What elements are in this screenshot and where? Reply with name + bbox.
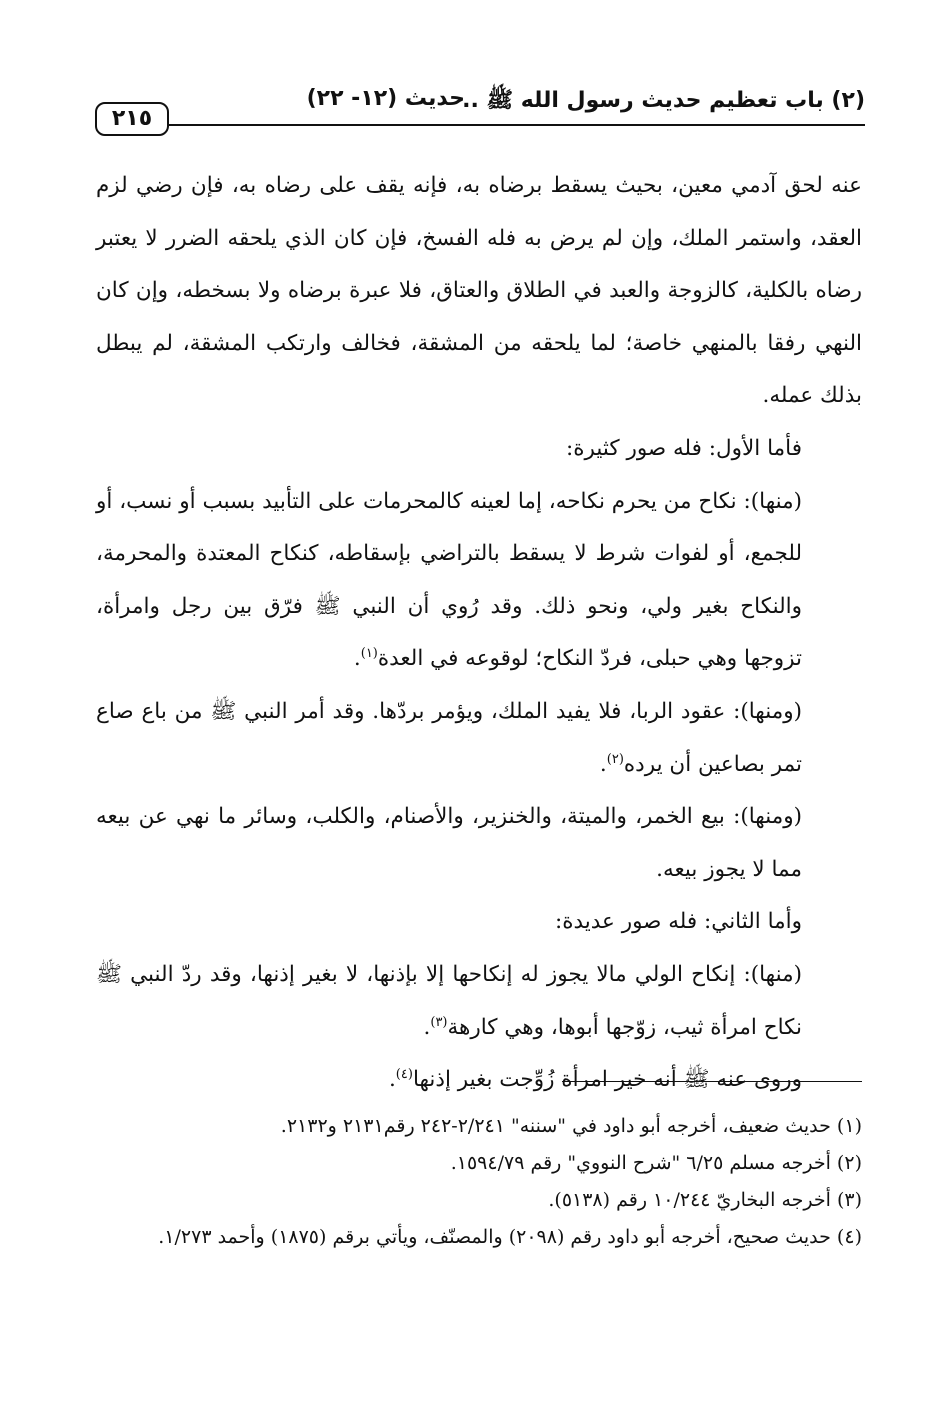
paragraph-4-text: (ومنها): عقود الربا، فلا يفيد الملك، ويؤمر بردّها. وقد أمر النبي ﷺ من باع صاع تمر بصاعين أن يرده xyxy=(96,698,802,777)
main-text xyxy=(96,160,862,1107)
paragraph-5: (ومنها): بيع الخمر، والميتة، والخنزير، والأصنام، والكلب، وسائر ما نهي عن بيعه مما لا يجوز بيعه. xyxy=(96,804,802,882)
paragraph-6: وأما الثاني: فله صور عديدة: xyxy=(554,909,802,935)
hadith-range: حديث (١٢- ٢٢) xyxy=(306,86,465,111)
paragraph-2: فأما الأول: فله صور كثيرة: xyxy=(566,435,802,461)
chapter-title: (٢) باب تعظيم حديث رسول الله ﷺ .. xyxy=(462,88,865,113)
period: . xyxy=(599,751,607,777)
period: . xyxy=(423,1014,431,1040)
paragraph-3 xyxy=(96,476,862,686)
paragraph-8-text: وروى عنه ﷺ أنه خير امرأة زُوِّجت بغير إذنها xyxy=(412,1067,802,1093)
footnote-3: (٣) أخرجه البخاريّ ١٠/٢٤٤ رقم (٥١٣٨). xyxy=(548,1189,862,1211)
page-number-box xyxy=(95,102,169,136)
paragraph-3-text: (منها): نكاح من يحرم نكاحه، إما لعينه كالمحرمات على التأبيد بسبب أو نسب، أو للجمع، أو لفوات شرط لا يسقط بالتراضي بإسقاطه، كنكاح المعتدة والمحرمة، والنكاح بغير ولي، ونحو ذلك. وقد رُوي أن النبي ﷺ فرّق بين رجل وامرأة، تزوجها وهي حبلى، فردّ النكاح؛ لوقوعه في العدة xyxy=(96,488,802,672)
footnotes xyxy=(96,1108,862,1256)
page-header xyxy=(95,78,865,131)
period: . xyxy=(353,646,361,672)
paragraph-1: عنه لحق آدمي معين، بحيث يسقط برضاه به، فإنه يقف على رضاه به، فإن رضي لزم العقد، واستمر الملك، وإن لم يرض به فله الفسخ، فإن كان الذي يلحقه الضرر لا يعتبر رضاه بالكلية، كالزوجة والعبد في الطلاق والعتاق، فلا عبرة برضاه ولا بسخطه، وإن كان النهي رفقا بالمنهي خاصة؛ لما يلحقه من المشقة، فخالف وارتكب المشقة، لم يبطل بذلك عمله. xyxy=(96,173,862,409)
paragraph-7 xyxy=(96,949,862,1054)
footnote-4: (٤) حديث صحيح، أخرجه أبو داود رقم (٢٠٩٨) والمصنّف، ويأتي برقم (١٨٧٥) وأحمد ١/٢٧٣. xyxy=(158,1226,862,1248)
footnote-ref-3: (٣) xyxy=(430,1014,448,1030)
header-rule xyxy=(165,124,865,126)
footnote-1: (١) حديث ضعيف، أخرجه أبو داود في "سننه" ٢/٢٤١-٢٤٢ رقم٢١٣١ و٢١٣٢. xyxy=(280,1115,862,1137)
footnote-ref-2: (٢) xyxy=(606,751,624,767)
footnote-separator xyxy=(562,1081,862,1082)
footnote-2: (٢) أخرجه مسلم ٦/٢٥ "شرح النووي" رقم ١٥٩٤/٧٩. xyxy=(450,1152,862,1174)
page-number: ٢١٥ xyxy=(111,106,153,131)
footnote-ref-4: (٤) xyxy=(395,1066,413,1082)
paragraph-7-text: (منها): إنكاح الولي مالا يجوز له إنكاحها إلا بإذنها، لا بغير إذنها، وقد ردّ النبي ﷺ نكاح امرأة ثيب، زوّجها أبوها، وهي كارهة xyxy=(96,961,802,1040)
paragraph-4 xyxy=(96,686,862,791)
period: . xyxy=(388,1067,396,1093)
footnote-ref-1: (١) xyxy=(360,646,378,662)
